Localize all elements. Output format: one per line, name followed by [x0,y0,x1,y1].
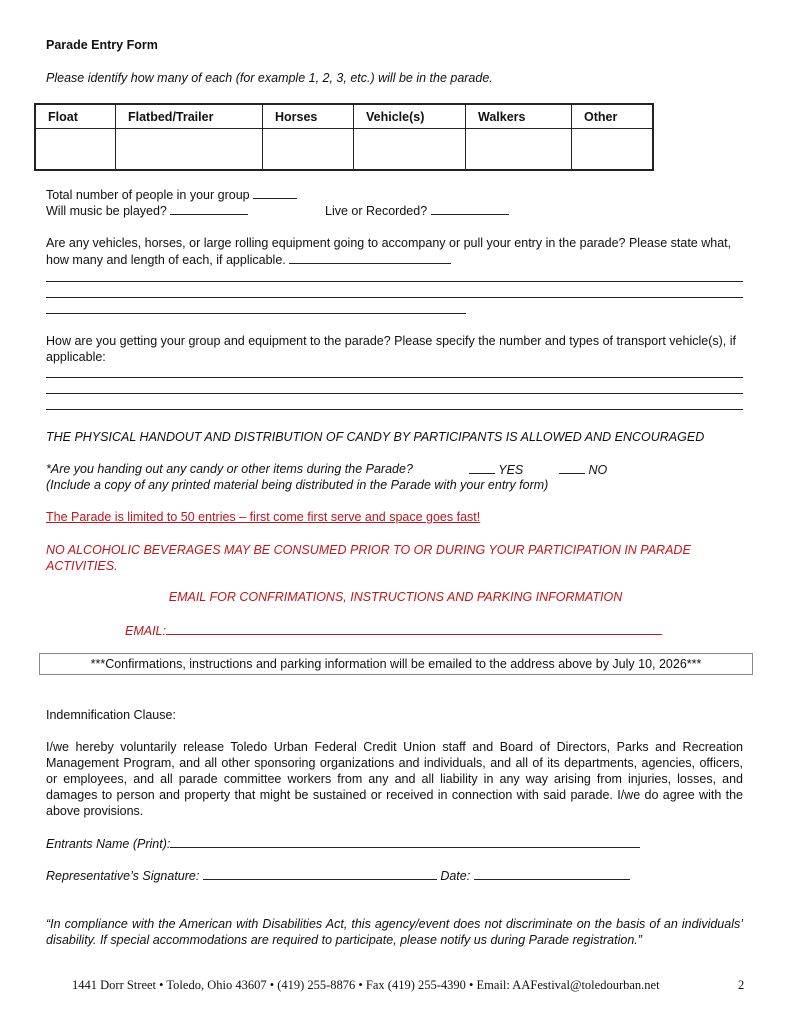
group-size-field[interactable] [253,186,297,199]
music-row [46,202,248,219]
email-row [125,622,662,639]
column-header-vehicles: Vehicle(s) [354,104,466,129]
vehicles-question [46,235,746,268]
candy-notice: THE PHYSICAL HANDOUT AND DISTRIBUTION OF CANDY BY PARTICIPANTS IS ALLOWED AND ENCOURAGED [46,430,705,444]
no-label: NO [588,463,608,477]
candy-question: *Are you handing out any candy or other items during the Parade? [46,462,413,476]
vehicles-count-cell[interactable] [354,129,466,171]
page-number: 2 [738,978,745,992]
column-header-float: Float [35,104,116,129]
entrant-name-field[interactable] [170,835,640,848]
horses-count-cell[interactable] [263,129,354,171]
confirmation-note: ***Confirmations, instructions and parking information will be emailed to the address above by July 10, 2026*** [39,653,753,675]
transport-answer-line-3[interactable] [46,409,743,410]
date-label: Date: [440,869,471,883]
live-recorded-row [325,202,509,219]
live-recorded-label: Live or Recorded? [325,204,428,218]
column-header-horses: Horses [263,104,354,129]
column-header-walkers: Walkers [466,104,572,129]
music-field[interactable] [170,202,248,215]
transport-answer-line-1[interactable] [46,377,743,378]
vehicles-answer-line-3[interactable] [46,313,466,314]
entry-limit-notice: The Parade is limited to 50 entries – first come first serve and space goes fast! [46,510,481,524]
indemnification-heading: Indemnification Clause: [46,708,176,722]
signature-field[interactable] [203,867,437,880]
footer-contact: 1441 Dorr Street • Toledo, Ohio 43607 • (419) 255-8876 • Fax (419) 255-4390 • Email: AAFestival@toledourban.net [72,978,660,992]
float-count-cell[interactable] [35,129,116,171]
email-heading: EMAIL FOR CONFRIMATIONS, INSTRUCTIONS AND PARKING INFORMATION [168,590,623,604]
entry-counts-table [34,103,654,171]
candy-note: (Include a copy of any printed material being distributed in the Parade with your entry form) [46,478,549,492]
candy-no-option [559,461,607,478]
group-size-row [46,186,297,203]
yes-label: YES [498,463,524,477]
candy-no-field[interactable] [559,461,585,474]
live-recorded-field[interactable] [431,202,509,215]
other-count-cell[interactable] [572,129,654,171]
table-header-row [35,104,653,129]
column-header-other: Other [572,104,654,129]
alcohol-notice: NO ALCOHOLIC BEVERAGES MAY BE CONSUMED PRIOR TO OR DURING YOUR PARTICIPATION IN PARADE ACTIVITIES. [46,543,691,573]
vehicles-answer-line-2[interactable] [46,297,743,298]
signature-row [46,867,630,884]
ada-statement: “In compliance with the American with Disabilities Act, this agency/event does not discriminate on the basis of an individuals’ disability. If special accommodations are required to participate, please notify us during Parade registration.” [46,917,743,947]
vehicles-question-text: Are any vehicles, horses, or large rolling equipment going to accompany or pull your entry in the parade? Please state what, how many and length of each, if applicable. [46,236,732,267]
entrant-name-label: Entrants Name (Print): [46,837,171,851]
entrant-name-row [46,835,640,852]
group-size-label: Total number of people in your group [46,188,250,202]
email-label: EMAIL: [125,624,166,638]
candy-yes-option [469,461,523,478]
vehicles-answer-line-1[interactable] [46,281,743,282]
form-title: Parade Entry Form [46,38,158,52]
walkers-count-cell[interactable] [466,129,572,171]
transport-question: How are you getting your group and equipment to the parade? Please specify the number and types of transport vehicle(s), if applicable: [46,334,736,364]
date-field[interactable] [474,867,630,880]
music-label: Will music be played? [46,204,167,218]
flatbed-count-cell[interactable] [116,129,263,171]
transport-answer-line-2[interactable] [46,393,743,394]
column-header-flatbed: Flatbed/Trailer [116,104,263,129]
form-intro: Please identify how many of each (for example 1, 2, 3, etc.) will be in the parade. [46,71,493,85]
table-row [35,129,653,171]
indemnification-text: I/we hereby voluntarily release Toledo Urban Federal Credit Union staff and Board of Directors, Parks and Recreation Management Program, and all other sponsoring organizations and individuals, and all of its departments, agencies, officers, or employees, and all parade committee workers from any and all liability in any way arising from injuries, losses, and damages to person and property that might be sustained or received in connection with said parade. I/we do agree with the above provisions. [46,740,743,818]
email-field[interactable] [166,622,662,635]
signature-label: Representative’s Signature: [46,869,200,883]
candy-yes-field[interactable] [469,461,495,474]
vehicles-answer-field-inline[interactable] [289,251,451,264]
